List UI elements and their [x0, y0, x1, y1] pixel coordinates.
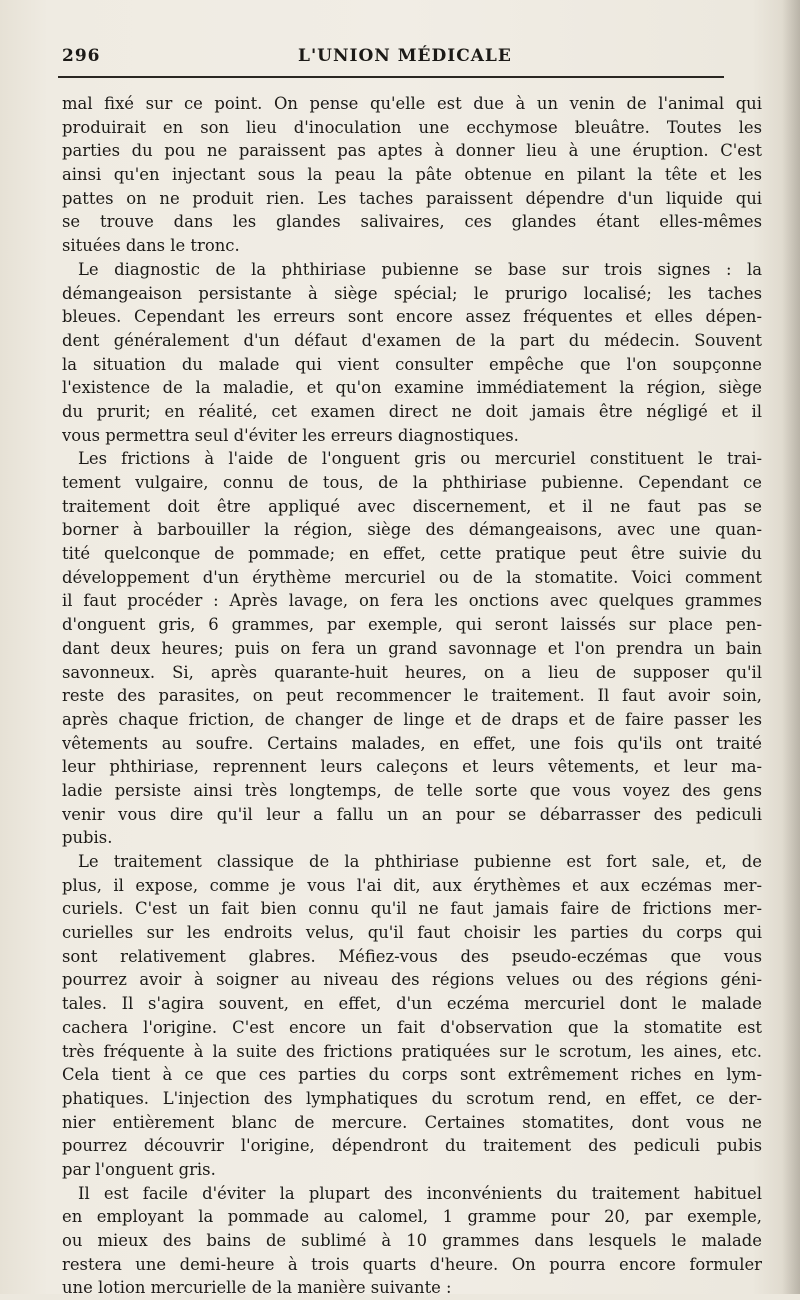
text-line: pourrez découvrir l'origine, dépendront du traitement des pediculi pubis — [62, 1136, 762, 1156]
running-head — [62, 46, 722, 72]
text-line: venir vous dire qu'il leur a fallu un an pour se débarrasser des pediculi — [62, 804, 762, 824]
text-line: développement d'un érythème mercuriel ou de la stomatite. Voici comment — [62, 567, 762, 587]
text-line: dent généralement d'un défaut d'examen de la part du médecin. Souvent — [62, 330, 762, 350]
text-line: Cela tient à ce que ces parties du corps sont extrêmement riches en lym- — [62, 1065, 762, 1085]
text-line: situées dans le tronc. — [62, 236, 240, 256]
text-line: Les frictions à l'aide de l'onguent gris ou mercuriel constituent le trai- — [78, 449, 762, 469]
text-line: il faut procéder : Après lavage, on fera les onctions avec quelques grammes — [62, 591, 762, 611]
text-line: nier entièrement blanc de mercure. Certaines stomatites, dont vous ne — [62, 1112, 762, 1132]
text-line: plus, il expose, comme je vous l'ai dit, aux érythèmes et aux eczémas mer- — [62, 875, 762, 895]
text-line: ainsi qu'en injectant sous la peau la pâte obtenue en pilant la tête et les — [62, 165, 762, 185]
text-line: Le traitement classique de la phthiriase pubienne est fort sale, et, de — [78, 852, 762, 871]
text-line: borner à barbouiller la région, siège des démangeaisons, avec une quan- — [62, 520, 762, 540]
text-line: Le diagnostic de la phthiriase pubienne se base sur trois signes : la — [78, 259, 762, 279]
text-line: après chaque friction, de changer de linge et de draps et de faire passer les — [62, 709, 762, 729]
text-line: d'onguent gris, 6 grammes, par exemple, qui seront laissés sur place pen- — [62, 615, 762, 635]
text-line: cachera l'origine. C'est encore un fait d'observation que la stomatite est — [62, 1017, 762, 1037]
text-line: parties du pou ne paraissent pas aptes à donner lieu à une éruption. C'est — [62, 141, 762, 161]
text-line: la situation du malade qui vient consulter empêche que l'on soupçonne — [62, 354, 762, 374]
text-line: restera une demi-heure à trois quarts d'heure. On pourra encore formuler — [62, 1254, 762, 1274]
text-line: pourrez avoir à soigner au niveau des régions velues ou des régions géni- — [62, 970, 762, 990]
text-line: mal fixé sur ce point. On pense qu'elle est due à un venin de l'animal qui — [62, 94, 762, 113]
text-line: en employant la pommade au calomel, 1 gramme pour 20, par exemple, — [62, 1207, 762, 1227]
text-line: Il est facile d'éviter la plupart des inconvénients du traitement habituel — [78, 1183, 762, 1203]
body-text — [62, 92, 762, 1300]
text-line: l'existence de la maladie, et qu'on examine immédiatement la région, siège — [62, 378, 762, 398]
text-line: sont relativement glabres. Méfiez-vous des pseudo-eczémas que vous — [62, 946, 762, 966]
text-line: reste des parasites, on peut recommencer le traitement. Il faut avoir soin, — [62, 686, 762, 706]
page-number: 296 — [62, 46, 101, 66]
text-line: dant deux heures; puis on fera un grand savonnage et l'on prendra un bain — [62, 638, 762, 658]
text-line: bleues. Cependant les erreurs sont encore assez fréquentes et elles dépen- — [62, 307, 762, 327]
text-line: tement vulgaire, connu de tous, de la phthiriase pubienne. Cependant ce — [62, 473, 762, 492]
text-line: une lotion mercurielle de la manière suivante : — [62, 1278, 452, 1298]
page-edge-shadow — [782, 0, 800, 1294]
text-line: tales. Il s'agira souvent, en effet, d'un eczéma mercuriel dont le malade — [62, 994, 762, 1014]
text-line: curielles sur les endroits velus, qu'il faut choisir les parties du corps qui — [62, 923, 762, 943]
text-line: ou mieux des bains de sublimé à 10 grammes dans lesquels le malade — [62, 1231, 762, 1250]
text-line: phatiques. L'injection des lymphatiques du scrotum rend, en effet, ce der- — [62, 1088, 762, 1108]
text-line: pubis. — [62, 828, 113, 848]
text-line: leur phthiriase, reprennent leurs caleçons et leurs vêtements, et leur ma- — [62, 757, 762, 777]
text-line: produirait en son lieu d'inoculation une ecchymose bleuâtre. Toutes les — [62, 117, 762, 137]
text-line: se trouve dans les glandes salivaires, ces glandes étant elles-mêmes — [62, 212, 762, 232]
text-line: par l'onguent gris. — [62, 1159, 216, 1179]
text-line: pattes on ne produit rien. Les taches paraissent dépendre d'un liquide qui — [62, 188, 762, 208]
text-line: traitement doit être appliqué avec discernement, et il ne faut pas se — [62, 496, 762, 516]
text-line: curiels. C'est un fait bien connu qu'il ne faut jamais faire de frictions mer- — [62, 899, 762, 919]
text-line: très fréquente à la suite des frictions pratiquées sur le scrotum, les aines, etc. — [62, 1041, 762, 1061]
text-line: ladie persiste ainsi très longtemps, de telle sorte que vous voyez des gens — [62, 780, 762, 800]
text-line: vêtements au soufre. Certains malades, en effet, une fois qu'ils ont traité — [62, 733, 762, 753]
text-line: du prurit; en réalité, cet examen direct ne doit jamais être négligé et il — [62, 401, 762, 421]
journal-title: L'UNION MÉDICALE — [298, 46, 512, 66]
header-rule — [58, 76, 724, 78]
text-line: démangeaison persistante à siège spécial; le prurigo localisé; les taches — [62, 283, 762, 303]
text-line: savonneux. Si, après quarante-huit heures, on a lieu de supposer qu'il — [62, 662, 762, 682]
text-line: tité quelconque de pommade; en effet, cette pratique peut être suivie du — [62, 544, 762, 564]
text-line: vous permettra seul d'éviter les erreurs diagnostiques. — [62, 425, 519, 445]
